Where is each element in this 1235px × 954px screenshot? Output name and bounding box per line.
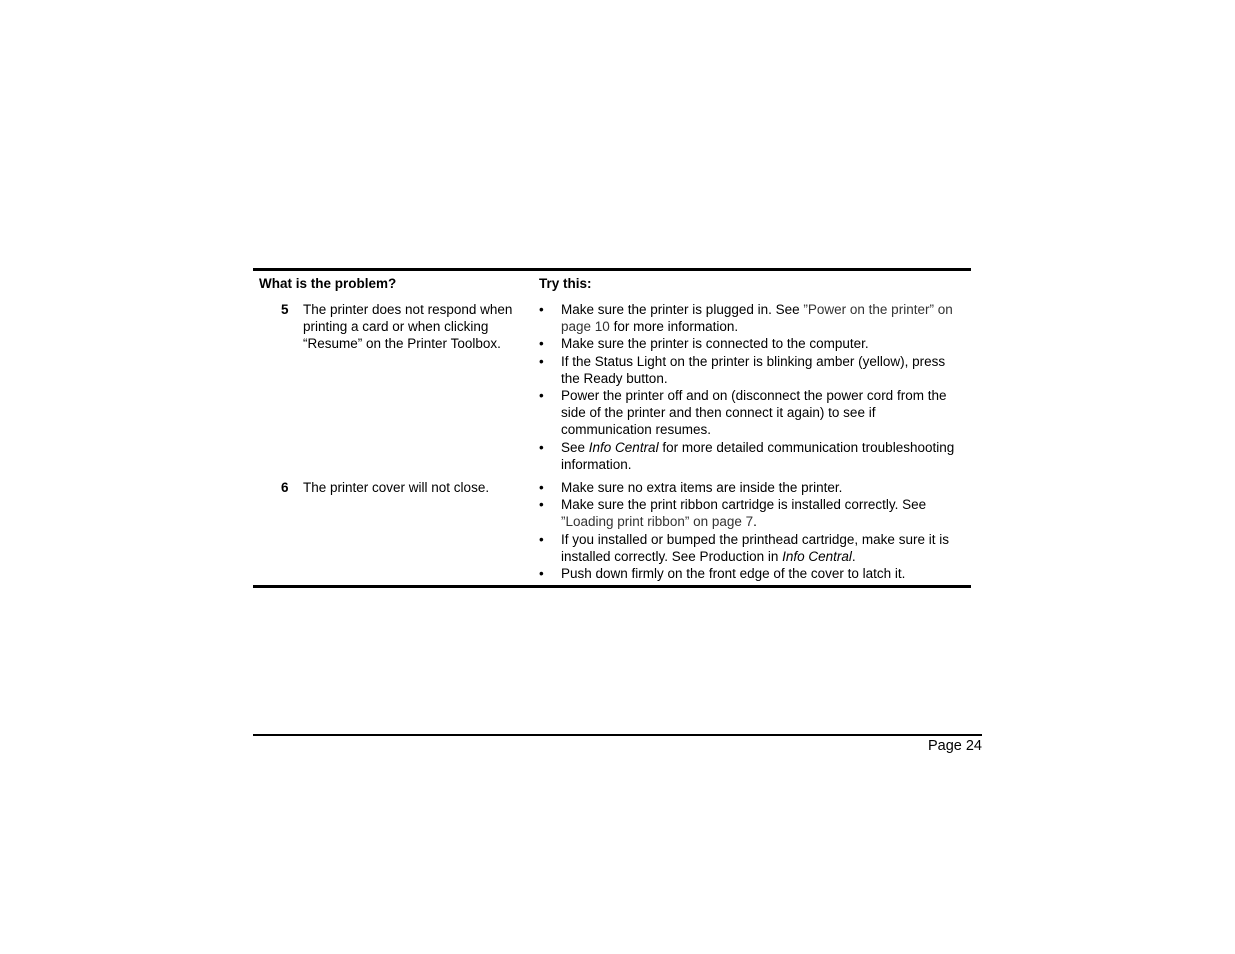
solution-text: Make sure the print ribbon cartridge is installed correctly. See: [561, 497, 927, 513]
page-number: Page 24: [927, 738, 982, 754]
solution-item: [539, 479, 966, 496]
info-central-title: Info Central: [588, 439, 659, 455]
problem-text: The printer does not respond when printing a card or when clicking “Resume” on the Printer Toolbox.: [303, 302, 513, 352]
cross-reference-link[interactable]: ”Loading print ribbon” on page 7: [561, 514, 754, 530]
solution-item: [539, 301, 966, 335]
bullet: •: [539, 388, 544, 404]
solution-item: [539, 565, 966, 582]
bullet: •: [539, 439, 544, 455]
table-row: [253, 301, 971, 473]
troubleshooting-table: [253, 268, 971, 588]
row-number: 5: [281, 302, 289, 317]
bullet: •: [539, 497, 544, 513]
solution-text: .: [851, 548, 856, 564]
solution-text: Make sure no extra items are inside the printer.: [561, 480, 843, 496]
row-number: 6: [281, 480, 289, 496]
bullet: •: [539, 566, 544, 582]
solution-list: [539, 479, 966, 582]
solution-text: Make sure the printer is plugged in. See: [561, 302, 804, 317]
solution-item: [539, 335, 966, 352]
header-problem: What is the problem?: [259, 276, 397, 291]
bullet: •: [539, 336, 544, 352]
solution-text: Push down firmly on the front edge of the cover to latch it.: [561, 566, 906, 582]
bullet: •: [539, 302, 544, 317]
bullet: •: [539, 480, 544, 496]
solution-item: [539, 439, 966, 473]
bullet: •: [539, 531, 544, 547]
solution-list: [539, 301, 966, 473]
solution-text: If you installed or bumped the printhead cartridge, make sure it is installed correctly. See Production in: [561, 531, 949, 564]
table-header: [253, 271, 971, 297]
solution-text: for more information.: [609, 319, 739, 335]
solution-text: for more detailed communication troubleshooting information.: [561, 439, 955, 472]
solution-text: See: [561, 439, 589, 455]
solution-text: Make sure the printer is connected to the computer.: [561, 336, 869, 352]
header-try-this: Try this:: [539, 276, 592, 291]
cross-reference-link[interactable]: ”Power on the printer” on page 10: [561, 302, 953, 335]
solution-item: [539, 387, 966, 439]
solution-item: [539, 531, 966, 565]
solution-text: Power the printer off and on (disconnect the power cord from the side of the printer and then connect it again) to see if communication resumes.: [561, 388, 947, 438]
problem-text: The printer cover will not close.: [303, 480, 490, 496]
solution-text: If the Status Light on the printer is blinking amber (yellow), press the Ready button.: [561, 353, 946, 386]
solution-item: [539, 496, 966, 530]
table-row: [253, 479, 971, 582]
info-central-title: Info Central: [782, 548, 852, 564]
bullet: •: [539, 353, 544, 369]
footer-divider: [253, 734, 982, 736]
solution-item: [539, 353, 966, 387]
solution-text: .: [753, 514, 757, 530]
